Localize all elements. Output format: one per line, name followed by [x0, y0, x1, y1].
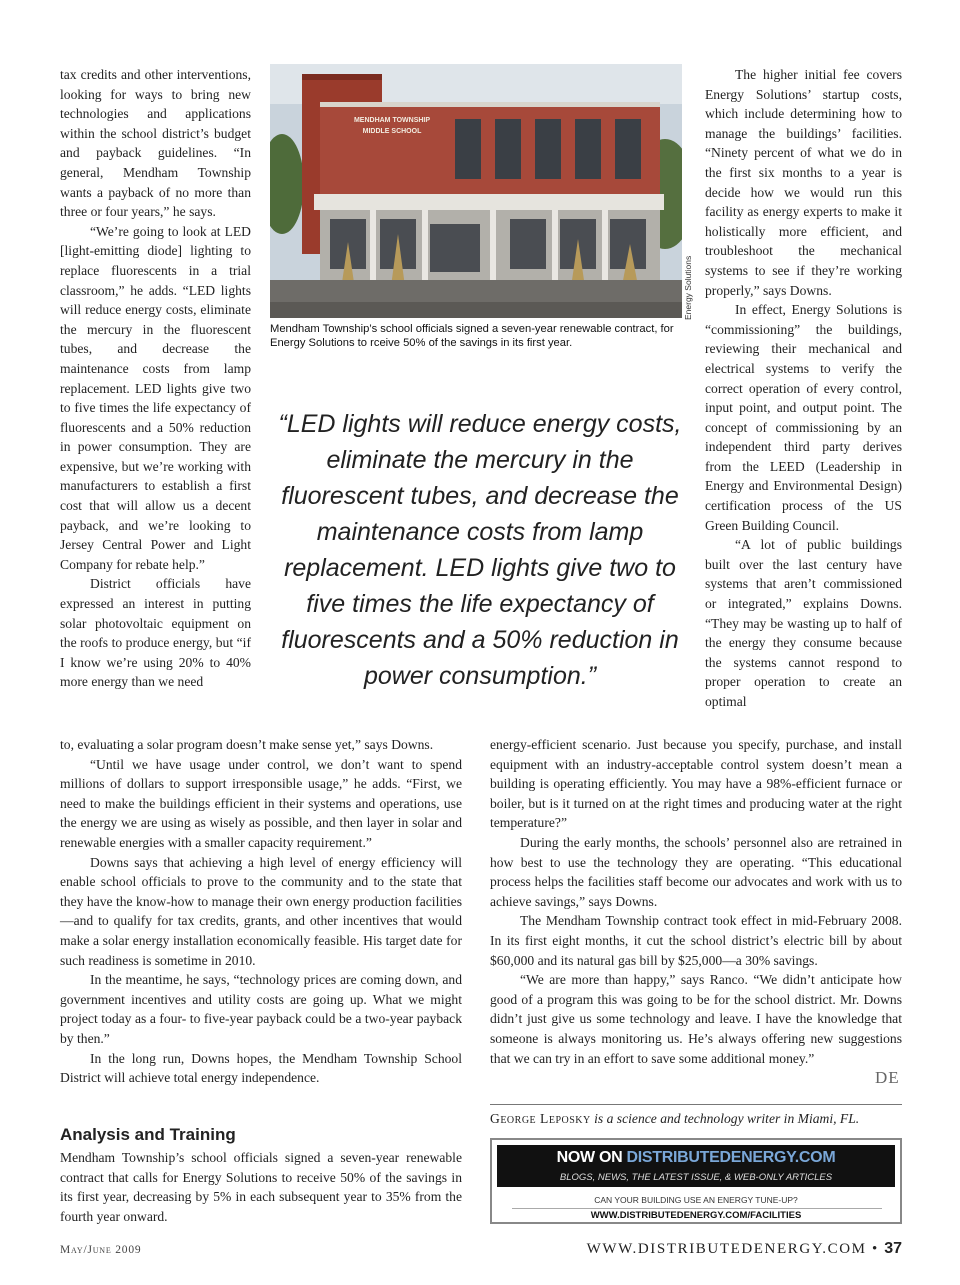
promo-question: CAN YOUR BUILDING USE AN ENERGY TUNE-UP? [594, 1195, 798, 1205]
bottom-right-paragraph-3: The Mendham Township contract took effect in mid-February 2008. In its first eight months, it cut the school district’s electric bill by about $60,000 and its natural gas bill by $25,000—a 30% savings. [490, 913, 902, 968]
footer-site [540, 1240, 902, 1258]
photo-credit [683, 250, 697, 320]
bottom-right-paragraph-1: energy-efficient scenario. Just because you specify, purchase, and install equipment with an industry-acceptable control system doesn’t mean a building is operating efficiently. You may have a 98%-efficient furnace or boiler, but is it turned on at the right times and producing water at the right temperature?” [490, 737, 902, 831]
promo-url-link[interactable]: WWW.DISTRIBUTEDENERGY.COM/FACILITIES [590, 1210, 802, 1221]
right-paragraph-2: In effect, Energy Solutions is “commissioning” the buildings, reviewing their mechanical and electrical systems to verify the correct operation of every control, input point, and output point. The concept of commissioning by an independent third party derives from the LEED (Leadership in Energy and Environmental Design) certification process of the US Green Building Council. [705, 302, 902, 533]
promo-title [497, 1149, 895, 1167]
end-mark: DE [875, 1068, 900, 1087]
author-name: George Leposky [490, 1111, 591, 1126]
bottom-left-paragraph-3: Downs says that achieving a high level of energy efficiency will enable school officials to prove to the community and to the state that they have the know-how to manage their own energy production facilities—and to qualify for tax credits, grants, and other incentives that would make a solar energy installation economically feasible. His target date for such readiness is sometime in 2010. [60, 854, 462, 968]
school-building-image [270, 64, 682, 318]
promo-banner [497, 1145, 895, 1187]
bottom-right-paragraph-4: “We are more than happy,” says Ranco. “We didn’t anticipate how good of a program this was going to be for the school district. Mr. Downs didn’t just give us some technology and leave. I have the knowledge that someone is always monitoring us. He’s always offering new suggestions that we can try in an effort to save some additional money.” [490, 972, 902, 1066]
left-column [60, 65, 251, 692]
footer-website: WWW.DISTRIBUTEDENERGY.COM [586, 1241, 867, 1257]
school-photo [270, 64, 682, 318]
bottom-left-column [60, 735, 462, 1088]
building-sign-line2: MIDDLE SCHOOL [362, 128, 422, 135]
page-number: 37 [884, 1240, 902, 1257]
building-sign-line1: MENDHAM TOWNSHIP [353, 117, 431, 124]
bottom-left-paragraph-4: In the meantime, he says, “technology prices are coming down, and government incentives and utility costs are going up. What we might project today as a four- to five-year payback could be a two-year payback by then.” [60, 972, 462, 1046]
bottom-right-column [490, 735, 902, 1068]
photo-credit-text: Energy Solutions [683, 255, 693, 320]
pull-quote: “LED lights will reduce energy costs, eliminate the mercury in the fluorescent tubes, and decrease the maintenance costs from lamp replacement. LED lights give two to five times the life expectancy of fluorescents and a 50% reduction in power consumption.” [278, 410, 682, 690]
analysis-paragraph-text: Mendham Township’s school officials signed a seven-year renewable contract that calls for Energy Solutions to receive 50% of the savings in its first year, decreasing by 5% in each subsequent year to 35% from the fourth year onward. [60, 1150, 462, 1224]
author-divider [490, 1104, 902, 1105]
bottom-left-paragraph-2: “Until we have usage under control, we don’t want to spend millions of dollars to support irresponsible usage,” he adds. “First, we need to make the buildings efficient in their systems and operations, use the energy we are using as wisely as possible, and then layer in solar and renewable energies with a smaller capacity requirement.” [60, 756, 462, 850]
bottom-left-paragraph-5: In the long run, Downs hopes, the Mendham Township School District will achieve total energy independence. [60, 1050, 462, 1086]
website-promo[interactable] [490, 1138, 902, 1224]
promo-divider [512, 1208, 882, 1209]
right-paragraph-3: “A lot of public buildings built over the last century have systems that aren’t commissioned or integrated,” explains Downs. “They may be wasting up to half of the energy they consume because the systems cannot respond to proper operation to create an optimal [705, 537, 902, 709]
issue-date: May/June 2009 [60, 1244, 142, 1256]
promo-subtitle: BLOGS, NEWS, THE LATEST ISSUE, & WEB-ONLY ARTICLES [559, 1172, 833, 1183]
section-heading: Analysis and Training [60, 1125, 236, 1144]
left-paragraph-1: tax credits and other interventions, looking for ways to bring new technologies and applications within the school district’s budget and payback guidelines. “In general, Mendham Township wants a payback of no more than three or four years,” he says. [60, 67, 251, 220]
author-description: is a science and technology writer in Miami, FL. [590, 1111, 860, 1126]
right-paragraph-1: The higher initial fee covers Energy Solutions’ startup costs, which include determining how to manage the buildings’ facilities. “Ninety percent of what we do in the first six months to a year is decide how we would run this facility as energy experts to make it holistically more efficient, and troubleshoot the mechanical systems to see if they’re working properly,” says Downs. [705, 67, 902, 298]
left-paragraph-2: “We’re going to look at LED [light-emitting diode] lighting to replace fluorescents in a trial classroom,” he adds. “LED lights will reduce energy costs, eliminate the mercury in the fluorescent tubes, and decrease the maintenance costs from lamp replacement. LED lights give two to five times the life expectancy of fluorescents and a 50% reduction in power consumption. They are expensive, but we’re working with manufacturers to establish a first cost that will allow us a decent payback, and we’re looking to Jersey Central Power and Light Company for rebate help.” [60, 223, 251, 572]
photo-caption: Mendham Township’s school officials signed a seven-year renewable contract, for Energy Solutions to rceive 50% of the savings in its first year. [270, 323, 674, 349]
promo-title-prefix: NOW ON [556, 1149, 627, 1166]
author-bio [490, 1109, 902, 1128]
bottom-right-paragraph-2: During the early months, the schools’ personnel also are retrained in how best to use the technology they are operating. “This educational process helps the facilities staff become our advocates and work with us to achieve savings,” says Downs. [490, 834, 902, 909]
analysis-paragraph [60, 1148, 462, 1226]
footer-bullet: • [871, 1241, 879, 1257]
left-paragraph-3: District officials have expressed an interest in putting solar photovoltaic equipment on the roofs to produce energy, but “if I know we’re using 20% to 40% more energy than we need [60, 576, 251, 690]
promo-site-name: DISTRIBUTEDENERGY.COM [626, 1149, 836, 1166]
bottom-left-paragraph-1: to, evaluating a solar program doesn’t make sense yet,” says Downs. [60, 737, 434, 752]
right-column [705, 65, 902, 712]
